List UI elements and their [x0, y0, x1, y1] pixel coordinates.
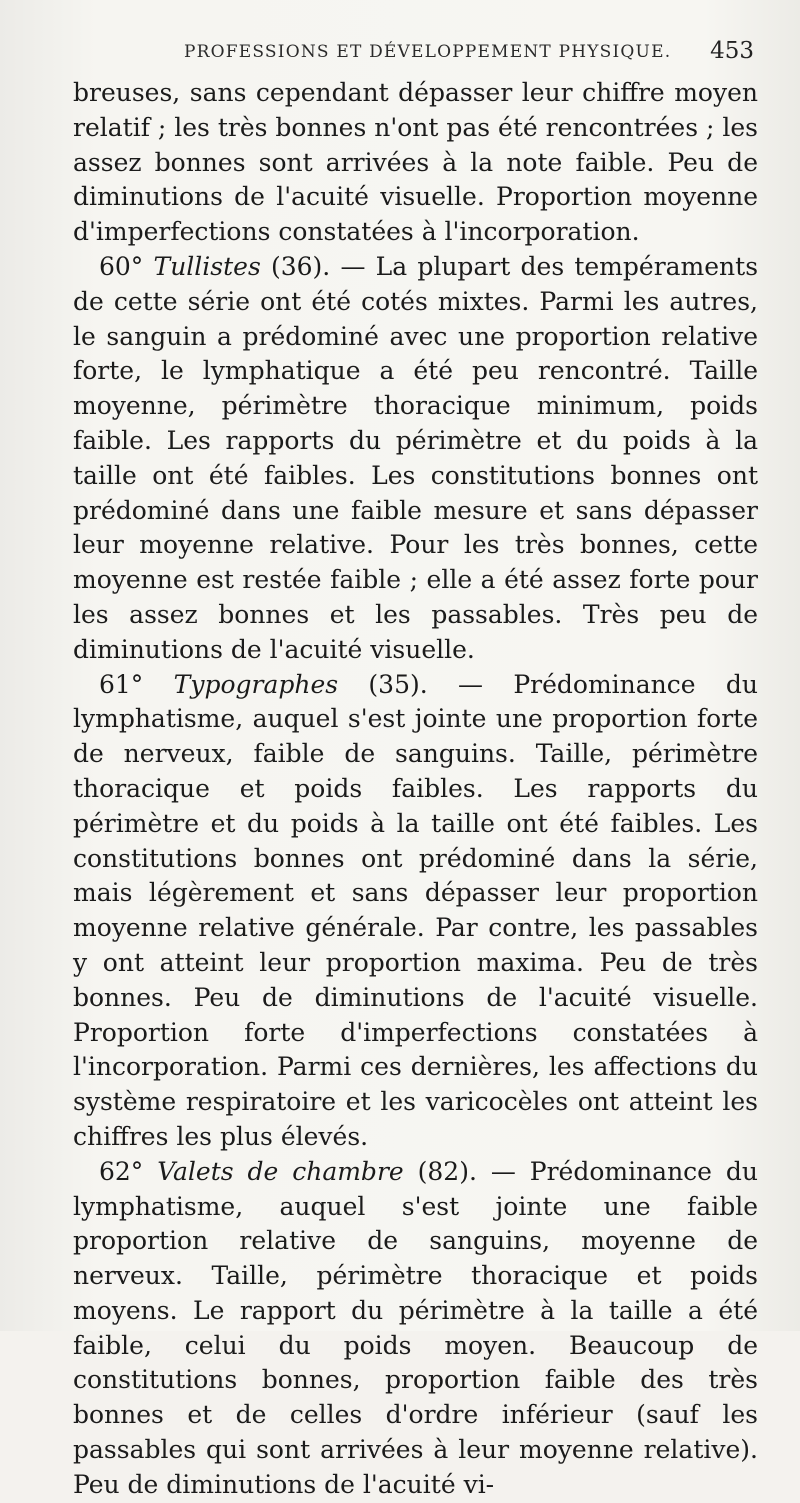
paragraph-text: — La plupart des tempéraments de cette série ont été cotés mixtes. Parmi les autres, le sanguin a prédominé avec une proportion relative forte, le lymphatique a été peu rencontré. Taille moyenne, périmètre thoracique minimum, poids faible. Les rapports du périmètre et du poids à la taille ont été faibles. Les constitutions bonnes ont prédominé dans une faible mesure et sans dépasser leur moyenne relative. Pour les très bonnes, cette moyenne est restée faible ; elle a été assez forte pour les assez bonnes et les passables. Très peu de diminutions de l'acuité visuelle. — [73, 251, 759, 664]
entry-lead-in — [99, 252, 340, 281]
paragraph-valets-de-chambre — [73, 1155, 758, 1503]
body-text — [73, 76, 758, 1503]
paragraph-text: breuses, sans cependant dépasser leur chiffre moyen relatif ; les très bonnes n'ont pas été rencontrées ; les assez bonnes sont arrivées à la note faible. Peu de diminutions de l'acuité visuelle. Proportion moyenne d'imperfections constatées à l'incorporation. — [73, 78, 758, 247]
paragraph-typographes — [73, 668, 758, 1155]
entry-number: 62° — [99, 1156, 144, 1186]
profession-name: Tullistes — [153, 251, 261, 281]
paragraph-text: — Prédominance du lymphatisme, auquel s'est jointe une proportion forte de nerveux, faible de sanguins. Taille, périmètre thoracique et poids faibles. Les rapports du périmètre et du poids à la taille ont été faibles. Les constitutions bonnes ont prédominé dans la série, mais légèrement et sans dépasser leur proportion moyenne relative générale. Par contre, les passables y ont atteint leur proportion maxima. Peu de très bonnes. Peu de diminutions de l'acuité visuelle. Proportion forte d'imperfections constatées à l'incorporation. Parmi ces dernières, les affections du système respiratoire et les varicocèles ont atteint les chiffres les plus élevés. — [73, 669, 758, 1151]
paragraph-text: — Prédominance du lymphatisme, auquel s'est jointe une faible proportion relative de sanguins, moyenne de nerveux. Taille, périmètre thoracique et poids moyens. Le rapport du périmètre à la taille a été faible, celui du poids moyen. Beaucoup de constitutions bonnes, proportion faible des très bonnes et de celles d'ordre inférieur (sauf les passables qui sont arrivées à leur moyenne relative). Peu de diminutions de l'acuité vi- — [73, 1156, 759, 1499]
entry-number: 60° — [99, 251, 144, 281]
entry-count: (35). — [368, 669, 428, 699]
page-number: 453 — [710, 38, 754, 64]
entry-lead-in — [99, 1157, 491, 1186]
entry-count: (82). — [417, 1156, 477, 1186]
entry-number: 61° — [99, 669, 144, 699]
paragraph-continuation — [73, 76, 758, 250]
entry-lead-in — [99, 670, 458, 699]
page-header — [184, 38, 754, 68]
running-title: PROFESSIONS ET DÉVELOPPEMENT PHYSIQUE. — [184, 42, 672, 62]
paragraph-tullistes — [73, 250, 758, 668]
profession-name: Typographes — [173, 669, 339, 699]
profession-name: Valets de chambre — [157, 1156, 404, 1186]
entry-count: (36). — [270, 251, 331, 281]
